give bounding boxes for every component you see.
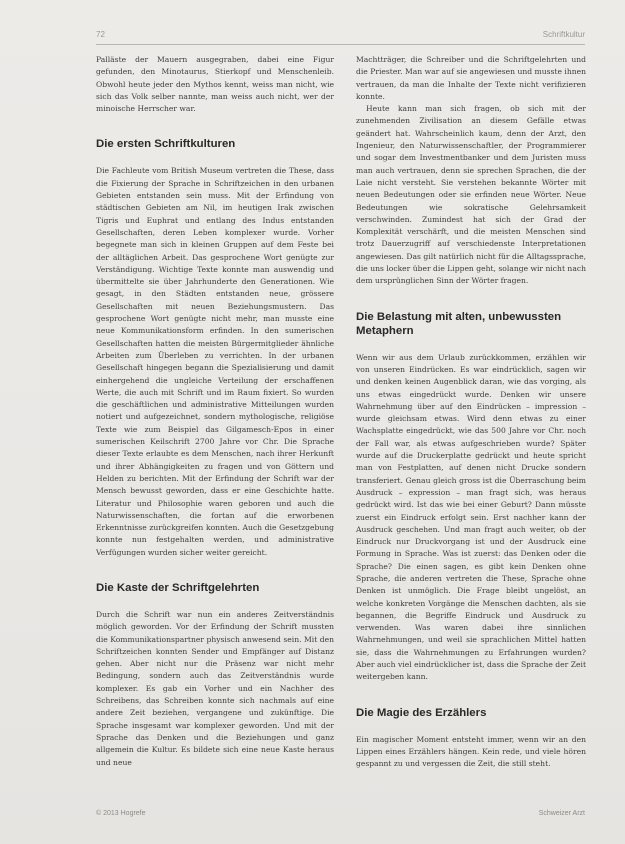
section-heading: Die ersten Schriftkulturen	[96, 138, 236, 151]
section-heading: Die Magie des Erzählers	[356, 706, 487, 719]
paragraph: Machtträger, die Schreiber und die Schriftgelehrten und die Priester. Man war auf sie angewiesen und musste ihnen vertrauen, da man die Inhalte der Texte nicht verifizieren konnte.	[356, 55, 586, 101]
copyright-notice: © 2013 Hogrefe	[96, 810, 146, 817]
section-heading: Die Belastung mit alten, unbewussten Metaphern	[356, 310, 562, 337]
page-number: 72	[96, 30, 105, 39]
page-footer	[96, 810, 585, 822]
page-header	[96, 28, 585, 42]
running-title: Schriftkultur	[542, 30, 585, 39]
publication-name: Schweizer Arzt	[538, 810, 585, 817]
paragraph: Wenn wir aus dem Urlaub zurückkommen, erzählen wir von unseren Eindrücken. Es war eindrücklich, sagen wir und denken keinen Augenblick daran, wie das vorging, als uns etwas eingedrückt wurde. Denken wir unsere Wahrnehmung über auf den Eindrücken – impression – wurde gleichsam etwas. Wird denn etwas zu einer Wachsplatte eingedrückt, wie das 500 Jahre vor Chr. noch der Fall war, als etwas aufgeschrieben wurde? Später wurde auf die Druckerplatte gedrückt und heute spricht man von Festplatten, auf denen nicht Drucke sondern transferiert. Genau gleich gross ist die Überraschung beim Ausdruck – expression – man fragt sich, was heraus gedrückt wird. Ist das wie bei einer Geburt? Dann müsste zuerst ein Eindruck erfolgt sein. Erst nachher kann der Ausdruck geschehen. Und man fragt auch weiter, ob der Eindruck nur Druckvorgang ist und der Ausdruck eine Formung in Sprache. Was ist zuerst: das Denken oder die Sprache? Die einen sagen, es gibt kein Denken ohne Sprache, die anderen vertreten die These, Sprache ohne Denken ist unmöglich. Die Frage bleibt ungelöst, an welche konkreten Vorgänge die Menschen dachten, als sie begannen, die Begriffe Eindruck und Ausdruck zu verwenden. Was waren dabei ihre sinnlichen Wahrnehmungen, und weil sie sprachlichen Mittel hatten sie, dass die Wahrnehmungen zu Erfahrungen wurden? Aber auch viel eindrücklicher ist, dass die Sprache der Zeit weitergeben kann.	[356, 352, 586, 682]
header-rule	[96, 44, 585, 45]
paragraph: Durch die Schrift war nun ein anderes Zeitverständnis möglich geworden. Vor der Erfindung der Schrift mussten die Kommunikationspartner physisch anwesend sein. Mit den Schriftzeichen konnten Sender und Empfänger auf Distanz gehen. Aber nicht nur die Präsenz war nicht mehr Bedingung, sondern auch das Zeitverständnis wurde komplexer. Es gab ein Vorher und ein Nachher des Schreibens, das Schreiben konnte sich nachmals auf eine andere Zeit beziehen, vergangene und zukünftige. Die Sprache insgesamt war komplexer geworden. Und mit der Sprache das Denken und die Beziehungen und ganz allgemein die Kultur. Es bildete sich eine neue Kaste heraus und neue	[96, 609, 334, 767]
right-column	[356, 54, 586, 771]
section-heading: Die Kaste der Schriftgelehrten	[96, 581, 260, 594]
paragraph: Die Fachleute vom British Museum vertreten die These, dass die Fixierung der Sprache in Schriftzeichen in den urbanen Gebieten entstanden sein muss. Mit der Erfindung von städtischen Gebieten am Nil, im heutigen Irak zwischen Tigris und Euphrat und entlang des Indus entstanden Gesellschaften, deren Leben komplexer wurde. Vorher begegnete man sich in kleinen Gruppen auf dem Feste bei der alltäglichen Arbeit. Das gesprochene Wort genügte zur Verständigung. Wichtige Texte konnte man auswendig und übermittelte sie über Jahrhunderte den Generationen. Wie gesagt, in den Städten entstanden neue, grössere Gesellschaften mit neuen Beziehungsmustern. Das gesprochene Wort genügte nicht mehr, man musste eine neue Kommunikationsform erfinden. In den sumerischen Gesellschaften hatten die meisten Bürgermitglieder ähnliche Arbeiten zum Überleben zu verrichten. In der urbanen Gesellschaft hingegen begann die Spezialisierung und damit einhergehend die ungleiche Verteilung der erschaffenen Werte, die auch mit Schrift und im Raum fixiert. So wurden die geschäftlichen und administrative Mitteilungen wurden notiert und aufgezeichnet, sondern mythologische, religiöse Texte wie zum Beispiel das Gilgamesch-Epos in einer sumerischen Keilschrift 2700 Jahre vor Chr. Die Sprache dieser Texte erlaubte es dem Menschen, nach ihrer Herkunft und ihrer Abhängigkeiten zu fragen und von Göttern und Helden zu berichten. Mit der Erfindung der Schrift war der Mensch bewusst geworden, dass er eine Geschichte hatte. Literatur und Philosophie waren geboren und auch die Naturwissenschaften, die fortan auf die erworbenen Erkenntnisse zurückgreifen konnten. Auch die Gesetzgebung konnte nun festgehalten werden, und administrative Verfügungen wurden sicher weiter gereicht.	[96, 166, 334, 557]
left-column	[96, 54, 334, 769]
paragraph: Ein magischer Moment entsteht immer, wenn wir an den Lippen eines Erzählers hängen. Kein rede, und viele hören gespannt zu und vergessen die Zeit, die still steht.	[356, 734, 586, 769]
paragraph: Palläste der Mauern ausgegraben, dabei eine Figur gefunden, den Minotaurus, Stierkopf und Menschenleib. Obwohl heute jeder den Mythos kennt, weiss man nicht, wie sich das Volk selber nannte, man weiss auch nicht, wer der minoische Herrscher war.	[96, 55, 334, 114]
paragraph: Heute kann man sich fragen, ob sich mit der zunehmenden Zivilisation an diesem Gefälle etwas geändert hat. Wahrscheinlich kaum, denn der Arzt, den Ingenieur, den Naturwissenschaftler, der Programmierer und sogar dem Investmentbanker und dem Juristen muss man auch vertrauen, denn sie sprechen Sprachen, die der Laie nicht versteht. Sie verstehen bekannte Wörter mit neuen Bedeutungen oder sie erfinden neue Wörter. Neue Bedeutungen wie sokratische Gelehrsamkeit verschwinden. Zumindest hat sich der Grad der Komplexität verschärft, und die meisten Menschen sind trotz Dauerzugriff auf verschiedenste Interpretationen angewiesen. Das gilt natürlich nicht für die Alltagssprache, die uns locker über die Lippen geht, solange wir nicht nach dem ursprünglichen Sinn der Wörter fragen.	[356, 104, 586, 286]
